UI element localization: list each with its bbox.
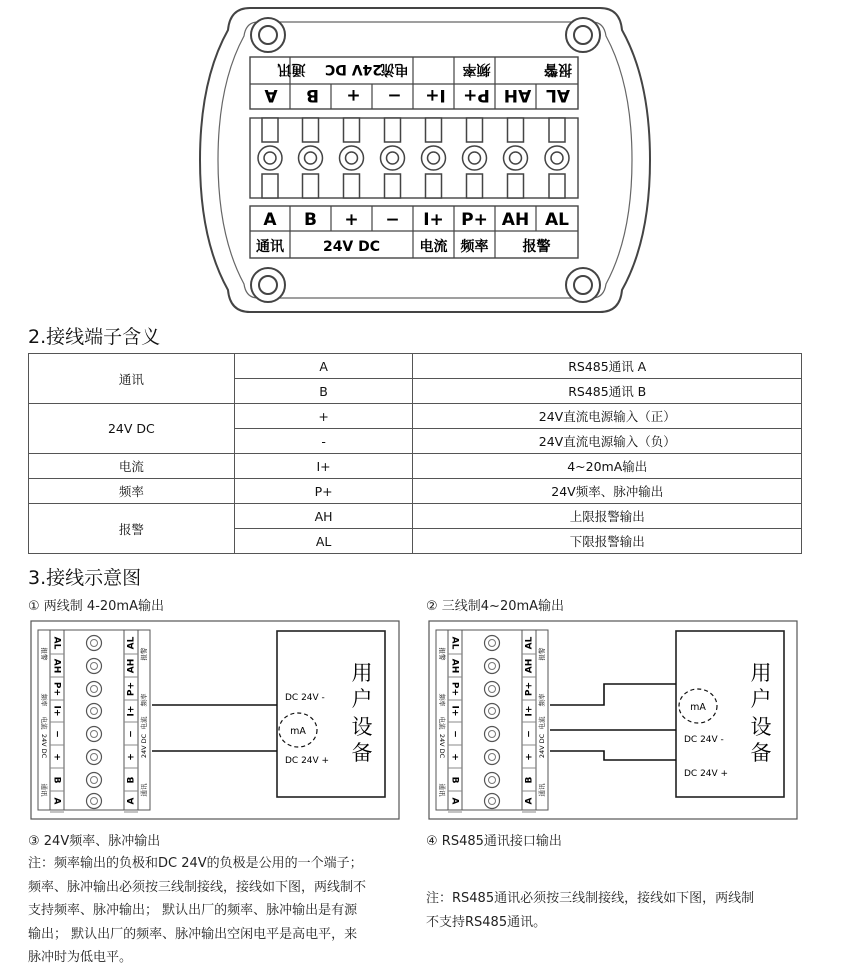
strip-term-right: B bbox=[524, 776, 535, 784]
table-cell-group: 电流 bbox=[29, 454, 235, 479]
strip-term-left: AH bbox=[51, 658, 62, 674]
strip-term-left: AH bbox=[449, 658, 460, 674]
strip-term-right: AL bbox=[524, 636, 535, 650]
device-label-char: 用 bbox=[351, 661, 373, 685]
strip-screw-center bbox=[489, 731, 496, 738]
strip-group-left: 频率 bbox=[438, 693, 446, 707]
board-top-term-label: AH bbox=[503, 85, 532, 105]
dc-minus-label: DC 24V - bbox=[684, 735, 724, 745]
board-top-group-label: 频率 bbox=[462, 61, 491, 77]
strip-screw-center bbox=[489, 640, 496, 647]
table-cell-term: AL bbox=[234, 529, 413, 554]
board-bottom-term-label: P+ bbox=[461, 210, 488, 230]
note-line: 输出； 默认出厂的频率、脉冲输出空闲电平是高电平，来 bbox=[28, 926, 358, 942]
strip-screw-center bbox=[91, 798, 98, 805]
table-cell-term: - bbox=[234, 429, 413, 454]
strip-group-right: 频率 bbox=[140, 693, 148, 707]
note-line: 注：RS485通讯必须按三线制接线，接线如下图，两线制 bbox=[426, 891, 755, 906]
table-cell-desc: 4~20mA输出 bbox=[413, 454, 802, 479]
strip-term-right: + bbox=[524, 753, 535, 761]
board-bottom-term-label: − bbox=[385, 210, 400, 230]
device-label-char: 设 bbox=[351, 715, 373, 739]
strip-term-right: − bbox=[126, 730, 137, 738]
note-frequency bbox=[28, 852, 418, 970]
strip-term-right: I+ bbox=[524, 705, 535, 717]
note-line: 注：频率输出的负极和DC 24V的负极是公用的一个端子； bbox=[28, 856, 363, 871]
strip-term-right: − bbox=[524, 730, 535, 738]
strip-term-left: B bbox=[449, 776, 460, 784]
table-cell-term: AH bbox=[234, 504, 413, 529]
device-label-char: 备 bbox=[750, 741, 772, 765]
strip-screw-center bbox=[91, 686, 98, 693]
strip-group-right: 24V DC bbox=[140, 733, 148, 759]
meter-label: mA bbox=[690, 702, 706, 713]
strip-screw-center bbox=[489, 663, 496, 670]
strip-group-left: 频率 bbox=[40, 693, 48, 707]
section2-title: 2.接线端子含义 bbox=[28, 326, 161, 348]
table-cell-desc: 下限报警输出 bbox=[413, 529, 802, 554]
board-top-group-label: 报警 bbox=[544, 61, 572, 77]
board-bottom-term-label: I+ bbox=[423, 210, 444, 230]
strip-term-left: − bbox=[51, 730, 62, 738]
diagram2-caption: ② 三线制4~20mA输出 bbox=[426, 599, 565, 614]
strip-screw-center bbox=[489, 754, 496, 761]
strip-term-right: + bbox=[126, 753, 137, 761]
strip-term-left: AL bbox=[51, 636, 62, 650]
table-cell-desc: 24V直流电源输入（负） bbox=[413, 429, 802, 454]
strip-screw-center bbox=[489, 777, 496, 784]
board-bottom-group-label: 通讯 bbox=[256, 239, 284, 255]
strip-group-left: 通讯 bbox=[438, 783, 446, 797]
strip-term-left: A bbox=[51, 797, 62, 805]
strip-group-right: 电流 bbox=[140, 716, 148, 730]
strip-group-right: 24V DC bbox=[538, 733, 546, 759]
strip-term-right: B bbox=[126, 776, 137, 784]
table-cell-group: 频率 bbox=[29, 479, 235, 504]
board-top-term-label: AL bbox=[546, 85, 570, 105]
strip-term-left: AL bbox=[449, 636, 460, 650]
table-row bbox=[29, 479, 802, 504]
strip-term-right: AL bbox=[126, 636, 137, 650]
board-bottom-group-label: 24V DC bbox=[322, 239, 381, 255]
strip-term-left: − bbox=[449, 730, 460, 738]
strip-screw-center bbox=[91, 640, 98, 647]
diagram3-caption: ③ 24V频率、脉冲输出 bbox=[28, 834, 161, 849]
strip-screw-center bbox=[91, 777, 98, 784]
board-top-term-label: + bbox=[346, 85, 361, 105]
board-top-group-label: 24V DC bbox=[324, 61, 383, 77]
device-label-char: 户 bbox=[750, 687, 772, 711]
strip-term-left: A bbox=[449, 797, 460, 805]
strip-group-right: 通讯 bbox=[140, 783, 148, 797]
board-top-term-label: I+ bbox=[425, 85, 446, 105]
board-bottom-group-label: 报警 bbox=[522, 239, 551, 255]
device-label-char: 设 bbox=[750, 715, 772, 739]
strip-group-left: 报警 bbox=[438, 647, 446, 661]
board-bottom-term-label: A bbox=[263, 210, 277, 230]
dc-plus-label: DC 24V + bbox=[285, 756, 330, 766]
strip-term-right: AH bbox=[524, 658, 535, 674]
diagram1-caption: ① 两线制 4-20mA输出 bbox=[28, 599, 164, 614]
strip-term-left: P+ bbox=[449, 681, 460, 697]
board-bottom-term-label: AL bbox=[545, 210, 569, 230]
diagram4-caption: ④ RS485通讯接口输出 bbox=[426, 834, 562, 849]
table-cell-term: A bbox=[234, 354, 413, 379]
strip-screw-center bbox=[489, 686, 496, 693]
strip-term-right: A bbox=[524, 797, 535, 805]
strip-screw-center bbox=[489, 708, 496, 715]
strip-term-left: I+ bbox=[51, 705, 62, 717]
note-line: 频率、脉冲输出必须按三线制接线，接线如下图，两线制不 bbox=[28, 879, 367, 895]
table-row bbox=[29, 454, 802, 479]
strip-screw-center bbox=[91, 663, 98, 670]
table-cell-term: + bbox=[234, 404, 413, 429]
strip-group-right: 报警 bbox=[140, 647, 148, 661]
board-top-term-label: − bbox=[387, 85, 402, 105]
strip-term-left: I+ bbox=[449, 705, 460, 717]
strip-group-left: 报警 bbox=[40, 647, 48, 661]
table-cell-desc: 24V频率、脉冲输出 bbox=[413, 479, 802, 504]
table-row bbox=[29, 404, 802, 429]
table-cell-term: B bbox=[234, 379, 413, 404]
device-label-char: 备 bbox=[351, 741, 373, 765]
strip-group-left: 24V DC bbox=[438, 733, 446, 759]
table-cell-group: 通讯 bbox=[29, 354, 235, 404]
strip-group-left: 通讯 bbox=[40, 783, 48, 797]
table-cell-desc: RS485通讯 B bbox=[413, 379, 802, 404]
board-bottom-group-label: 电流 bbox=[419, 239, 448, 255]
strip-term-right: P+ bbox=[126, 681, 137, 697]
table-cell-term: P+ bbox=[234, 479, 413, 504]
strip-term-right: AH bbox=[126, 658, 137, 674]
device-label-char: 用 bbox=[750, 661, 772, 685]
board-top-group-label: 电流 bbox=[380, 61, 409, 77]
table-row bbox=[29, 504, 802, 529]
strip-term-left: B bbox=[51, 776, 62, 784]
table-cell-desc: RS485通讯 A bbox=[413, 354, 802, 379]
note-line: 脉冲时为低电平。 bbox=[28, 950, 133, 965]
strip-term-left: + bbox=[449, 753, 460, 761]
dc-minus-label: DC 24V - bbox=[285, 693, 325, 703]
note-line: 不支持RS485通讯。 bbox=[426, 914, 547, 930]
wiring-diagram-two-wire bbox=[30, 620, 400, 820]
strip-group-left: 24V DC bbox=[40, 733, 48, 759]
strip-group-right: 通讯 bbox=[538, 783, 546, 797]
device-label-char: 户 bbox=[351, 687, 373, 711]
meter-label: mA bbox=[290, 726, 306, 737]
strip-group-right: 频率 bbox=[538, 693, 546, 707]
note-rs485 bbox=[426, 887, 806, 934]
strip-group-right: 电流 bbox=[538, 716, 546, 730]
wiring-diagram-three-wire bbox=[428, 620, 798, 820]
board-bottom-term-label: B bbox=[304, 210, 317, 230]
board-bottom-group-label: 频率 bbox=[460, 239, 489, 255]
board-bottom-term-label: + bbox=[344, 210, 359, 230]
strip-group-left: 电流 bbox=[438, 716, 446, 730]
table-cell-term: I+ bbox=[234, 454, 413, 479]
section3-title: 3.接线示意图 bbox=[28, 567, 142, 589]
strip-group-right: 报警 bbox=[538, 647, 546, 661]
table-cell-desc: 24V直流电源输入（正） bbox=[413, 404, 802, 429]
board-top-group-label: 通讯 bbox=[277, 61, 306, 77]
dc-plus-label: DC 24V + bbox=[684, 769, 729, 779]
table-cell-desc: 上限报警输出 bbox=[413, 504, 802, 529]
board-top-term-label: A bbox=[264, 85, 278, 105]
table-cell-group: 24V DC bbox=[29, 404, 235, 454]
strip-term-left: P+ bbox=[51, 681, 62, 697]
terminal-board-drawing bbox=[0, 0, 850, 320]
table-row bbox=[29, 354, 802, 379]
note-line: 支持频率、脉冲输出； 默认出厂的频率、脉冲输出是有源 bbox=[28, 903, 358, 918]
strip-screw-center bbox=[489, 798, 496, 805]
strip-screw-center bbox=[91, 708, 98, 715]
board-top-term-label: B bbox=[306, 85, 319, 105]
strip-term-left: + bbox=[51, 753, 62, 761]
table-cell-group: 报警 bbox=[29, 504, 235, 554]
terminal-meaning-table bbox=[28, 353, 802, 554]
strip-screw-center bbox=[91, 754, 98, 761]
strip-term-right: A bbox=[126, 797, 137, 805]
strip-group-left: 电流 bbox=[40, 716, 48, 730]
strip-term-right: I+ bbox=[126, 705, 137, 717]
strip-screw-center bbox=[91, 731, 98, 738]
strip-term-right: P+ bbox=[524, 681, 535, 697]
board-top-term-label: P+ bbox=[463, 85, 490, 105]
board-bottom-term-label: AH bbox=[501, 210, 530, 230]
